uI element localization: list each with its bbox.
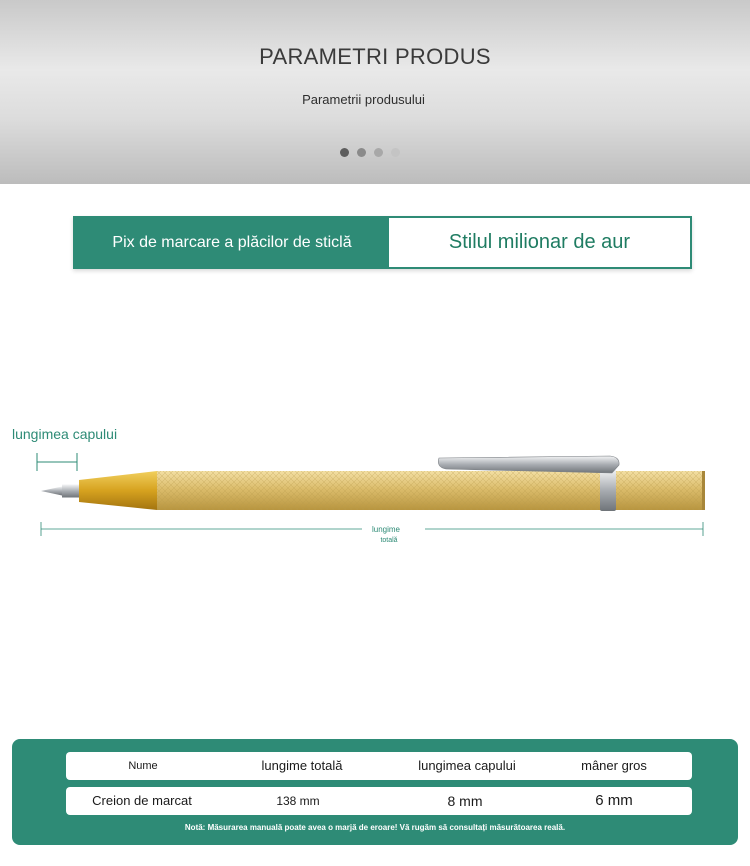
carousel-dots bbox=[340, 148, 400, 157]
header-grip-thickness: mâner gros bbox=[581, 758, 647, 773]
pen-diagram bbox=[0, 440, 750, 550]
pen-barrel bbox=[157, 471, 705, 510]
cap-length-label: lungimea capului bbox=[12, 426, 118, 442]
hero-subtitle: Parametrii produsului bbox=[302, 92, 425, 107]
spec-table bbox=[12, 739, 738, 845]
cell-grip-thickness: 6 mm bbox=[595, 792, 633, 809]
hero-banner bbox=[0, 0, 750, 184]
carousel-dot-2[interactable] bbox=[357, 148, 366, 157]
measurement-note: Notă: Măsurarea manuală poate avea o marjă de eroare! Vă rugăm să consultați măsurătoarea reală. bbox=[184, 823, 566, 832]
carousel-dot-4[interactable] bbox=[391, 148, 400, 157]
header-total-length: lungime totală bbox=[261, 758, 343, 773]
spec-header-row bbox=[66, 752, 692, 780]
cell-cap-length: 8 mm bbox=[447, 793, 483, 809]
carousel-dot-1[interactable] bbox=[340, 148, 349, 157]
pen-cone bbox=[79, 471, 157, 510]
cell-total-length: 138 mm bbox=[276, 794, 320, 808]
carousel-dot-3[interactable] bbox=[374, 148, 383, 157]
cell-name: Creion de marcat bbox=[92, 793, 192, 808]
product-tab-bar bbox=[73, 216, 692, 269]
header-name: Nume bbox=[128, 760, 158, 772]
pen-tip bbox=[41, 485, 79, 498]
total-length-label-line2: totală bbox=[380, 537, 398, 544]
tab-glass-marking-pen[interactable]: Pix de marcare a plăcilor de sticlă bbox=[75, 218, 389, 267]
hero-title: PARAMETRI PRODUS bbox=[259, 44, 491, 69]
total-length-label-line1: lungime bbox=[371, 525, 401, 534]
tab-gold-millionaire-style[interactable]: Stilul milionar de aur bbox=[448, 231, 631, 253]
header-cap-length: lungimea capului bbox=[418, 758, 516, 773]
cap-length-marker bbox=[37, 453, 77, 471]
spec-data-row bbox=[66, 787, 692, 815]
